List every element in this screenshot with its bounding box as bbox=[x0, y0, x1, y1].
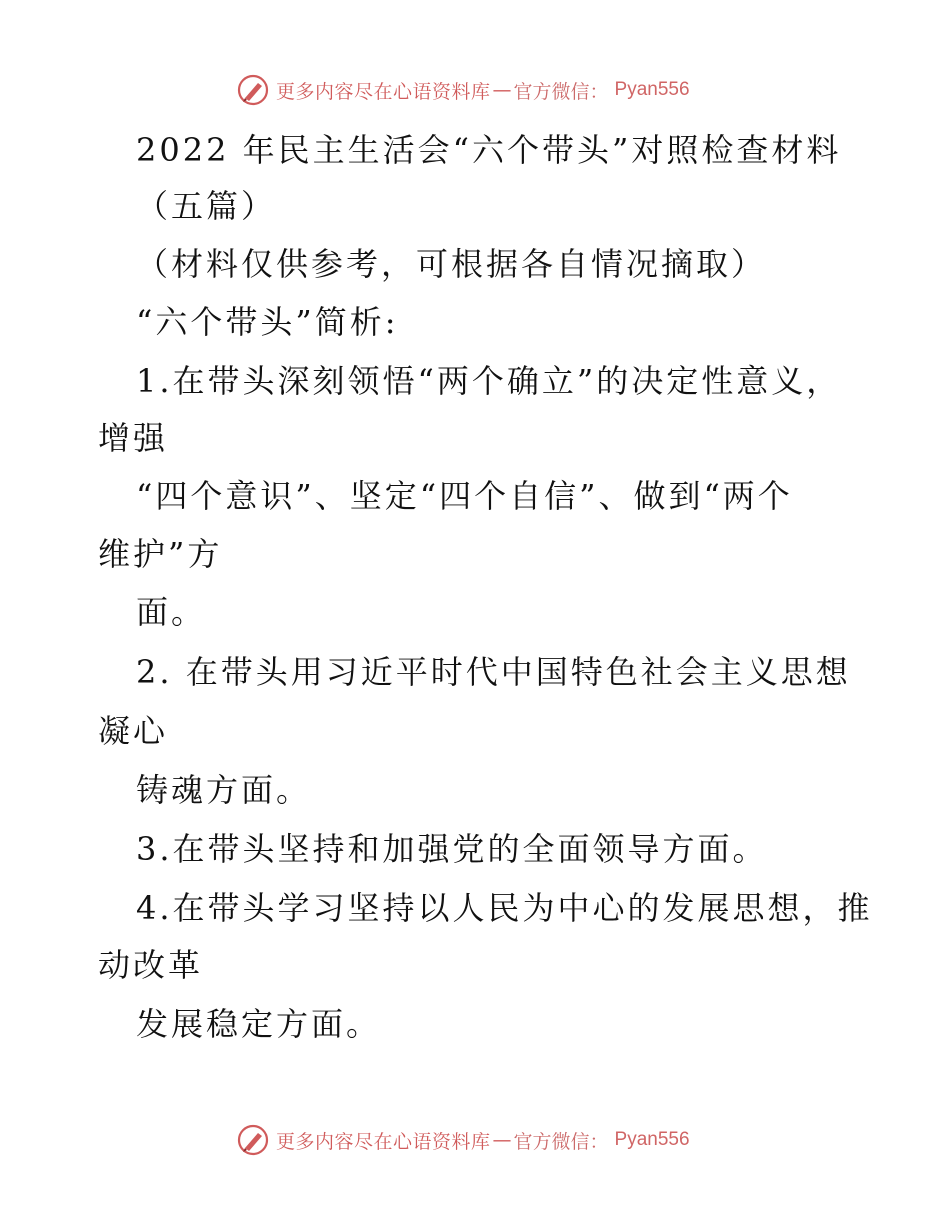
item-2-line-2: 凝心 bbox=[98, 712, 169, 750]
item-1-line-4: 维护”方 bbox=[98, 535, 223, 573]
section-heading: “六个带头”简析: bbox=[136, 303, 399, 341]
watermark-label: 官方微信： bbox=[513, 1130, 609, 1153]
watermark-banner-bottom bbox=[236, 1122, 690, 1158]
pen-logo-icon bbox=[236, 73, 270, 107]
watermark-handle: Pyan556 bbox=[614, 1129, 690, 1150]
watermark-handle: Pyan556 bbox=[614, 79, 690, 100]
item-3-line-1: 3.在带头坚持和加强党的全面领导方面。 bbox=[136, 830, 768, 868]
document-title-line-1: 2022 年民主生活会“六个带头”对照检查材料 bbox=[136, 131, 842, 169]
watermark-separator: — bbox=[492, 1129, 512, 1151]
watermark-label: 官方微信： bbox=[513, 80, 609, 103]
item-4-line-2: 动改革 bbox=[98, 946, 204, 984]
document-title-line-2: （五篇） bbox=[136, 187, 277, 225]
document-note: （材料仅供参考，可根据各自情况摘取） bbox=[136, 245, 767, 283]
watermark-banner-top bbox=[236, 72, 690, 108]
pen-logo-icon bbox=[236, 1123, 270, 1157]
item-1-line-5: 面。 bbox=[136, 593, 207, 631]
item-1-line-2: 增强 bbox=[98, 419, 169, 457]
item-4-line-1: 4.在带头学习坚持以人民为中心的发展思想，推 bbox=[136, 889, 873, 927]
item-2-line-3: 铸魂方面。 bbox=[136, 771, 312, 809]
item-1-line-3: “四个意识”、坚定“四个自信”、做到“两个 bbox=[136, 477, 793, 515]
item-2-line-1: 2. 在带头用习近平时代中国特色社会主义思想 bbox=[136, 653, 851, 691]
watermark-brand: 更多内容尽在心语资料库 bbox=[276, 80, 491, 103]
item-4-line-3: 发展稳定方面。 bbox=[136, 1005, 382, 1043]
item-1-line-1: 1.在带头深刻领悟“两个确立”的决定性意义， bbox=[136, 362, 842, 400]
watermark-brand: 更多内容尽在心语资料库 bbox=[276, 1130, 491, 1153]
watermark-separator: — bbox=[492, 79, 512, 101]
